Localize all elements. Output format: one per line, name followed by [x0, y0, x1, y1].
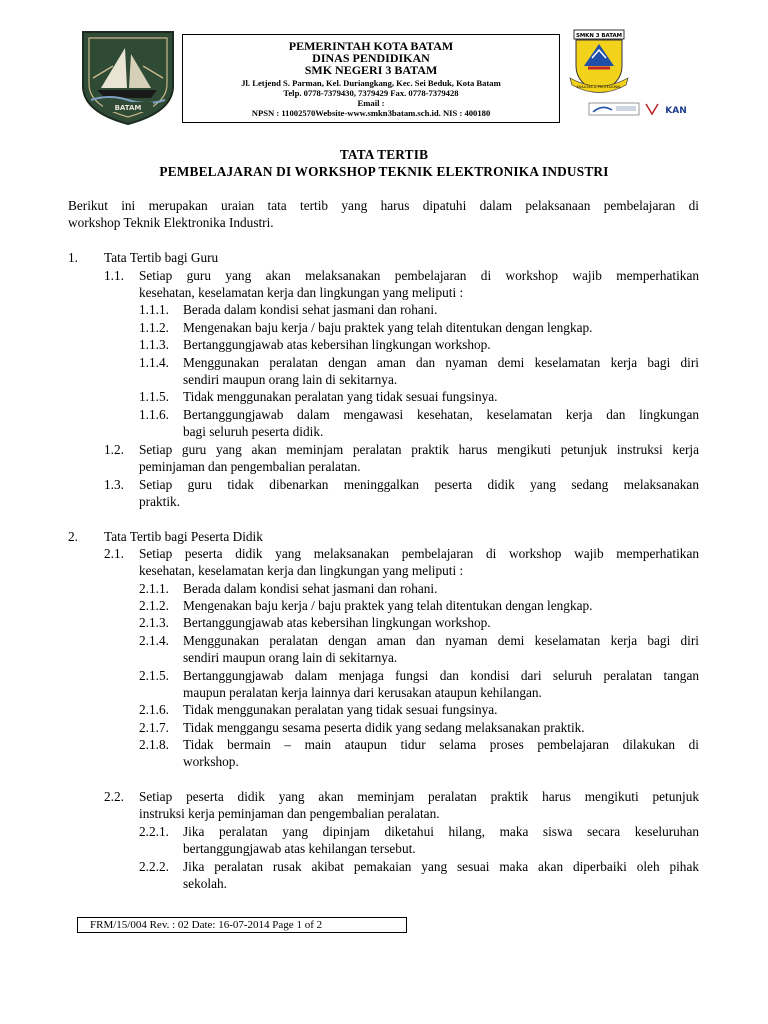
item-text: Mengenakan baju kerja / baju praktek yang telah ditentukan dengan lengkap.	[183, 598, 593, 613]
item-text: sendiri maupun orang lain di sekitarnya.	[183, 372, 398, 387]
item-text: Bertanggungjawab atas kebersihan lingkungan workshop.	[183, 337, 491, 352]
item-text: Tidak menggunakan peralatan yang tidak sesuai fungsinya.	[183, 389, 498, 404]
item-number: 2.1.1.	[139, 581, 169, 596]
clause-number: 2.2.	[104, 789, 124, 804]
clause-number: 1.2.	[104, 442, 124, 457]
clause-number: 1.1.	[104, 268, 124, 283]
item-text: Bertanggungjawab atas kebersihan lingkungan workshop.	[183, 615, 491, 630]
item-text: bertanggungjawab atas kehilangan tersebut.	[183, 841, 416, 856]
clause-text: praktik.	[139, 494, 180, 509]
section-number: 1.	[68, 250, 78, 265]
clause-text: Setiap peserta didik yang akan meminjam peralatan praktik harus mengikuti petunjuk	[139, 789, 699, 804]
letterhead-department: DINAS PENDIDIKAN	[312, 51, 430, 65]
item-number: 1.1.3.	[139, 337, 169, 352]
intro-line: Berikut ini merupakan uraian tata tertib yang harus dipatuhi dalam pelaksanaan pembelajaran di	[68, 198, 699, 213]
document-subtitle: PEMBELAJARAN DI WORKSHOP TEKNIK ELEKTRONIKA INDUSTRI	[159, 164, 609, 179]
document-footer-info: FRM/15/004 Rev. : 02 Date: 16-07-2014 Page 1 of 2	[90, 919, 323, 931]
clause-text: Setiap guru yang akan meminjam peralatan praktik harus mengikuti petunjuk instruksi kerja	[139, 442, 699, 457]
clause-text: peminjaman dan pengembalian peralatan.	[139, 459, 361, 474]
item-text: Bertanggungjawab dalam menjaga fungsi dan kondisi dari seluruh peralatan tangan	[183, 668, 699, 683]
letterhead-school: SMK NEGERI 3 BATAM	[304, 63, 438, 77]
item-text: Tidak bermain – main ataupun tidur selama proses pembelajaran dilakukan di	[183, 737, 699, 752]
item-text: Berada dalam kondisi sehat jasmani dan rohani.	[183, 581, 438, 596]
letterhead-address: Jl. Letjend S. Parman, Kel. Duriangkang, Kec. Sei Beduk, Kota Batam	[241, 78, 501, 88]
item-text: Menggunakan peralatan dengan aman dan nyaman demi keselamatan kerja bagi diri	[183, 355, 699, 370]
document-title: TATA TERTIB	[339, 147, 429, 162]
item-number: 1.1.4.	[139, 355, 169, 370]
item-text: Mengenakan baju kerja / baju praktek yang telah ditentukan dengan lengkap.	[183, 320, 593, 335]
item-number: 2.1.6.	[139, 702, 169, 717]
school-logo	[568, 28, 630, 98]
letterhead-npsn: NPSN : 11002570Website-www.smkn3batam.sch.id. NIS : 400180	[251, 108, 491, 118]
item-number: 2.1.5.	[139, 668, 169, 683]
clause-text: kesehatan, keselamatan kerja dan lingkungan yang meliputi :	[139, 285, 464, 300]
item-number: 2.2.1.	[139, 824, 169, 839]
item-text: bagi seluruh peserta didik.	[183, 424, 324, 439]
section-number: 2.	[68, 529, 78, 544]
cert-logo-text: KAN	[665, 106, 687, 116]
item-text: workshop.	[183, 754, 239, 769]
item-text: Tidak menggunakan peralatan yang tidak sesuai fungsinya.	[183, 702, 498, 717]
item-text: Berada dalam kondisi sehat jasmani dan rohani.	[183, 302, 438, 317]
letterhead-box	[182, 34, 560, 123]
item-number: 2.1.4.	[139, 633, 169, 648]
item-text: Bertanggungjawab dalam mengawasi kesehatan, keselamatan kerja dan lingkungan	[183, 407, 699, 422]
clause-text: Setiap guru tidak dibenarkan meninggalkan peserta didik yang sedang melaksanakan	[139, 477, 699, 492]
left-logo-text: BATAM	[114, 104, 142, 112]
clause-number: 1.3.	[104, 477, 124, 492]
item-number: 1.1.2.	[139, 320, 169, 335]
batam-city-logo	[77, 28, 179, 126]
letterhead-email: Email :	[357, 98, 385, 108]
letterhead-government: PEMERINTAH KOTA BATAM	[288, 39, 454, 53]
item-text: sendiri maupun orang lain di sekitarnya.	[183, 650, 398, 665]
item-text: Menggunakan peralatan dengan aman dan nyaman demi keselamatan kerja bagi diri	[183, 633, 699, 648]
item-number: 2.1.3.	[139, 615, 169, 630]
clause-text: instruksi kerja peminjaman dan pengembalian peralatan.	[139, 806, 440, 821]
item-text: Jika peralatan rusak akibat pemakaian yang sesuai maka akan diperbaiki oleh pihak	[183, 859, 699, 874]
item-text: Jika peralatan yang dipinjam diketahui hilang, maka siswa secara keseluruhan	[183, 824, 699, 839]
item-text: maupun peralatan kerja lainnya dari kerusakan ataupun kehilangan.	[183, 685, 542, 700]
clause-text: Setiap peserta didik yang melaksanakan pembelajaran di workshop wajib memperhatikan	[139, 546, 699, 561]
clause-number: 2.1.	[104, 546, 124, 561]
clause-text: kesehatan, keselamatan kerja dan lingkungan yang meliputi :	[139, 563, 464, 578]
intro-line: workshop Teknik Elektronika Industri.	[68, 215, 274, 230]
item-number: 2.1.2.	[139, 598, 169, 613]
item-text: sekolah.	[183, 876, 227, 891]
item-number: 1.1.5.	[139, 389, 169, 404]
section-heading: Tata Tertib bagi Guru	[104, 250, 219, 265]
right-logo-top-text: SMKN 3 BATAM	[575, 33, 623, 39]
letterhead-phone: Telp. 0778-7379430, 7379429 Fax. 0778-7379428	[283, 88, 459, 98]
item-number: 2.1.7.	[139, 720, 169, 735]
item-number: 1.1.6.	[139, 407, 169, 422]
document-footer-box	[77, 917, 407, 933]
item-number: 1.1.1.	[139, 302, 169, 317]
certification-logos	[588, 101, 700, 117]
section-heading: Tata Tertib bagi Peserta Didik	[104, 529, 263, 544]
clause-text: Setiap guru yang akan melaksanakan pembelajaran di workshop wajib memperhatikan	[139, 268, 699, 283]
right-logo-ribbon-text: KUALITAS & PROFESIONAL	[576, 85, 622, 89]
item-number: 2.2.2.	[139, 859, 169, 874]
item-text: Tidak menggangu sesama peserta didik yang sedang melaksanakan praktik.	[183, 720, 585, 735]
item-number: 2.1.8.	[139, 737, 169, 752]
